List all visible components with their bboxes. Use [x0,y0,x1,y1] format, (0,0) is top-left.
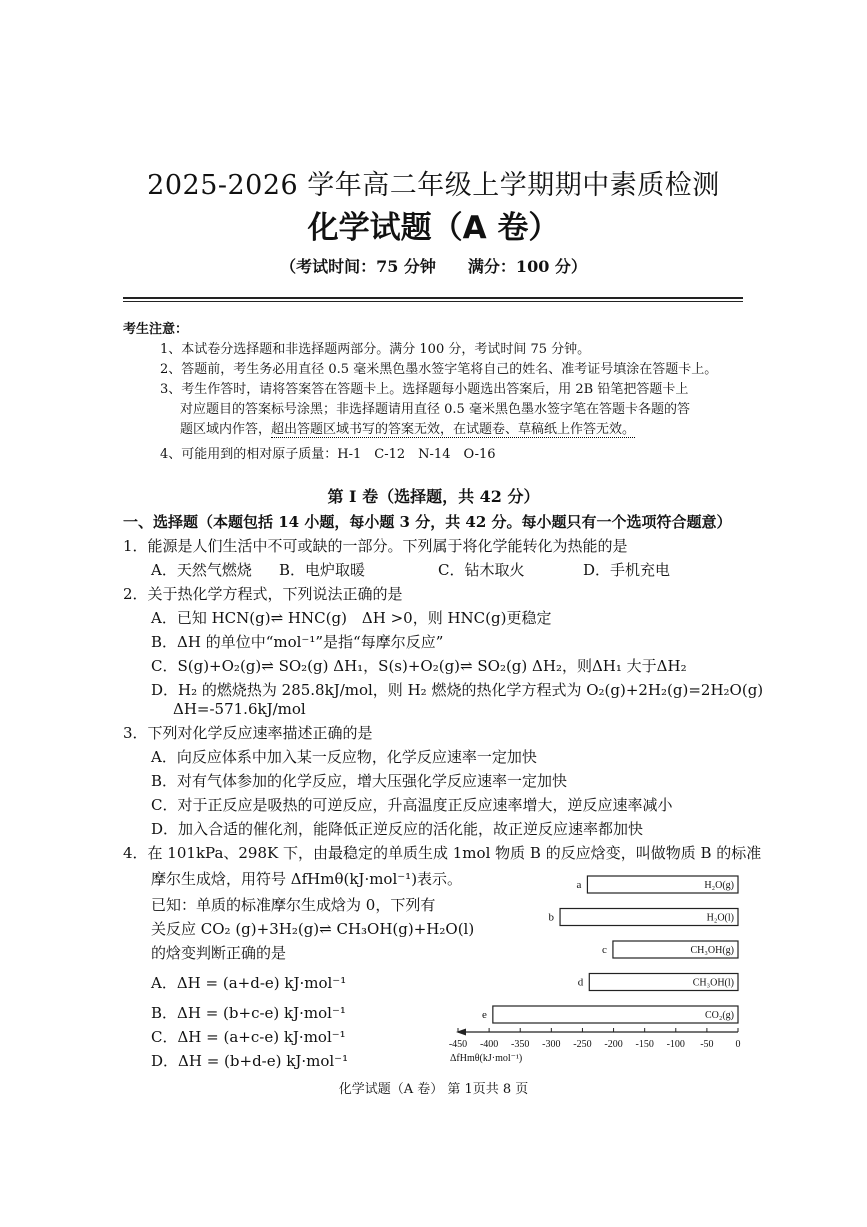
x-tick-label: -50 [700,1039,714,1050]
x-tick-label: -350 [511,1039,530,1050]
bar-label-c: CH₃OH(g) [690,945,734,956]
exam-info: （考试时间：75 分钟 满分：100 分） [280,257,587,276]
enthalpy-bar-chart [448,868,748,1068]
question-4-given: 已知：单质的标准摩尔生成焓为 0，下列有 [151,896,436,914]
section-title: 第 I 卷（选择题，共 42 分） [327,487,540,506]
question-4-stem-cont: 摩尔生成焓，用符号 ΔfHmθ(kJ·mol⁻¹)表示。 [151,870,463,888]
divider-top [123,297,743,299]
bar-label-e: CO₂(g) [704,1010,734,1021]
bar-tag-c: c [602,944,607,956]
x-axis-label: ΔfHmθ(kJ·mol⁻¹) [450,1053,523,1064]
notice-item-3-text: 题区域内作答， [180,422,272,437]
notice-heading: 考生注意： [123,322,189,337]
subject-title: 化学试题（A 卷） [307,210,560,246]
question-1-option-a: A．天然气燃烧 [151,561,252,579]
bar-e [493,1006,738,1023]
question-3-option-b: B．对有气体参加的化学反应，增大压强化学反应速率一定加快 [151,772,568,790]
notice-item-1: 1、本试卷分选择题和非选择题两部分。满分 100 分，考试时间 75 分钟。 [160,342,591,357]
question-2-option-d-cont: ΔH=-571.6kJ/mol [173,700,306,718]
x-tick-label: -400 [479,1039,499,1050]
question-4-option-a: A．ΔH = (a+d-e) kJ·mol⁻¹ [151,974,347,992]
question-4-option-d: D．ΔH = (b+d-e) kJ·mol⁻¹ [151,1052,349,1070]
x-tick-label: -450 [448,1039,468,1050]
notice-item-3-cont2 [180,420,635,440]
x-tick-label: -300 [542,1039,561,1050]
question-3-stem: 3．下列对化学反应速率描述正确的是 [123,724,373,742]
question-1-stem: 1．能源是人们生活中不可或缺的一部分。下列属于将化学能转化为热能的是 [123,537,628,555]
question-3-option-c: C．对于正反应是吸热的可逆反应，升高温度正反应速率增大，逆反应速率减小 [151,796,673,814]
bar-label-d: CH₃OH(l) [692,977,734,989]
question-2-option-c: C．S(g)+O₂(g)⇌ SO₂(g) ΔH₁，S(s)+O₂(g)⇌ SO₂(g) ΔH₂，则ΔH₁ 大于ΔH₂ [151,657,687,675]
bar-label-b: H₂O(l) [706,912,734,924]
question-3-option-d: D．加入合适的催化剂，能降低正逆反应的活化能，故正逆反应速率都加快 [151,820,644,838]
question-1-option-b: B．电炉取暖 [279,561,366,579]
x-tick-label: -250 [573,1039,592,1050]
question-1-option-d: D．手机充电 [583,561,671,579]
question-4-option-c: C．ΔH = (a+c-e) kJ·mol⁻¹ [151,1028,346,1046]
notice-item-4: 4、可能用到的相对原子质量：H-1 C-12 N-14 O-16 [160,447,496,462]
bar-tag-e: e [481,1009,487,1021]
x-tick-label: -100 [666,1039,685,1050]
question-2-option-a: A．已知 HCN(g)⇌ HNC(g) ΔH >0，则 HNC(g)更稳定 [151,609,552,627]
question-4-stem: 4．在 101kPa、298K 下，由最稳定的单质生成 1mol 物质 B 的反应焓变，叫做物质 B 的标准 [123,844,762,862]
bar-tag-d: d [577,976,584,989]
question-4-reaction: 关反应 CO₂ (g)+3H₂(g)⇌ CH₃OH(g)+H₂O(l) [151,920,475,938]
notice-item-3-emphasis: 超出答题区域书写的答案无效，在试题卷、草稿纸上作答无效。 [271,422,636,437]
exam-title: 2025-2026 学年高二年级上学期期中素质检测 [147,170,720,201]
section-instructions: 一、选择题（本题包括 14 小题，每小题 3 分，共 42 分。每小题只有一个选项符合题意） [123,513,732,531]
bar-label-a: H₂O(g) [704,880,734,891]
page-footer: 化学试题（A 卷） 第 1页共 8 页 [338,1082,529,1097]
notice-item-3-cont: 对应题目的答案标号涂黑；非选择题请用直径 0.5 毫米黑色墨水签字笔在答题卡各题的答 [180,402,690,417]
divider-bottom [123,301,743,302]
question-4-ask: 的焓变判断正确的是 [151,944,287,962]
bar-tag-b: b [548,911,555,924]
x-tick-label: -200 [604,1039,623,1050]
notice-item-3: 3、考生作答时，请将答案答在答题卡上。选择题每小题选出答案后，用 2B 铅笔把答题卡上 [160,382,689,397]
question-4-option-b: B．ΔH = (b+c-e) kJ·mol⁻¹ [151,1004,346,1022]
question-2-option-b: B．ΔH 的单位中“mol⁻¹”是指“每摩尔反应” [151,633,444,651]
question-3-option-a: A．向反应体系中加入某一反应物，化学反应速率一定加快 [151,748,537,766]
question-2-stem: 2．关于热化学方程式，下列说法正确的是 [123,585,403,603]
bar-tag-a: a [576,879,582,891]
question-1-option-c: C．钻木取火 [438,561,525,579]
question-2-option-d: D．H₂ 的燃烧热为 285.8kJ/mol，则 H₂ 燃烧的热化学方程式为 O₂(g)+2H₂(g)=2H₂O(g) [151,681,764,699]
x-tick-label: 0 [735,1039,741,1050]
x-tick-label: -150 [635,1039,654,1050]
notice-item-2: 2、答题前，考生务必用直径 0.5 毫米黑色墨水签字笔将自己的姓名、准考证号填涂在答题卡上。 [160,362,718,377]
